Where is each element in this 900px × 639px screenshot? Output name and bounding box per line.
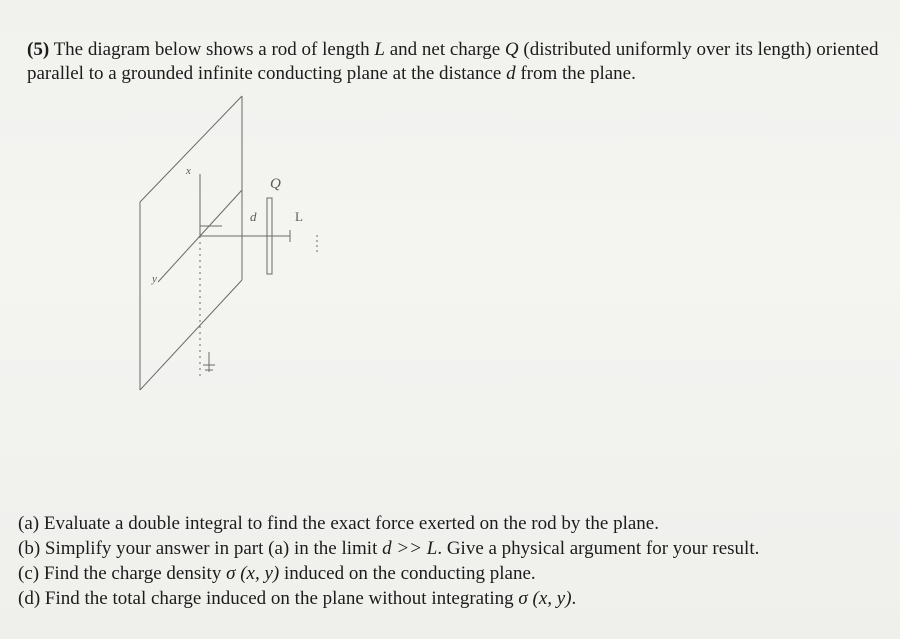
charge-label: Q bbox=[270, 176, 281, 192]
part-c-math: σ (x, y) bbox=[226, 563, 280, 584]
problem-text-b: and net charge bbox=[384, 39, 505, 60]
part-c-id: (c) bbox=[18, 563, 40, 584]
part-c-post: induced on the conducting plane. bbox=[279, 563, 536, 584]
distance-label: d bbox=[250, 209, 257, 224]
question-parts bbox=[18, 511, 888, 611]
x-axis-label: x bbox=[186, 165, 191, 177]
plane-top-edge bbox=[140, 96, 242, 202]
part-a-text: Evaluate a double integral to find the exact force exerted on the rod by the plane. bbox=[43, 513, 659, 534]
y-axis-upper bbox=[200, 190, 242, 236]
length-label: L bbox=[295, 209, 303, 224]
problem-number: (5) bbox=[27, 39, 50, 60]
rod-plane-diagram bbox=[130, 90, 340, 410]
y-axis bbox=[158, 236, 200, 282]
y-axis-label: y bbox=[152, 273, 157, 285]
problem-text-c: (distributed uniformly over its length) oriented parallel to a grounded infinite conducting plane at the distance bbox=[27, 39, 879, 84]
diagram-svg bbox=[130, 90, 340, 410]
part-a bbox=[18, 511, 888, 536]
charge-symbol: Q bbox=[504, 39, 519, 60]
part-a-id: (a) bbox=[18, 513, 40, 534]
part-c-pre: Find the charge density bbox=[43, 563, 227, 584]
part-b-post: . Give a physical argument for your result. bbox=[437, 538, 760, 559]
part-b bbox=[18, 536, 888, 561]
part-b-math: d >> L bbox=[382, 538, 438, 559]
part-b-pre: Simplify your answer in part (a) in the limit bbox=[44, 538, 383, 559]
distance-symbol: d bbox=[506, 63, 516, 84]
part-d-id: (d) bbox=[18, 588, 41, 609]
part-d-math: σ (x, y) bbox=[518, 588, 572, 609]
part-c bbox=[18, 561, 888, 586]
part-d-pre: Find the total charge induced on the plane without integrating bbox=[44, 588, 519, 609]
problem-text-a: The diagram below shows a rod of length bbox=[49, 39, 375, 60]
problem-text-d: from the plane. bbox=[515, 63, 636, 84]
rod-length-symbol: L bbox=[374, 39, 385, 60]
part-b-id: (b) bbox=[18, 538, 41, 559]
plane-bottom-edge bbox=[140, 280, 242, 390]
problem-statement bbox=[27, 38, 887, 86]
part-d-post: . bbox=[571, 588, 577, 609]
part-d bbox=[18, 586, 888, 611]
